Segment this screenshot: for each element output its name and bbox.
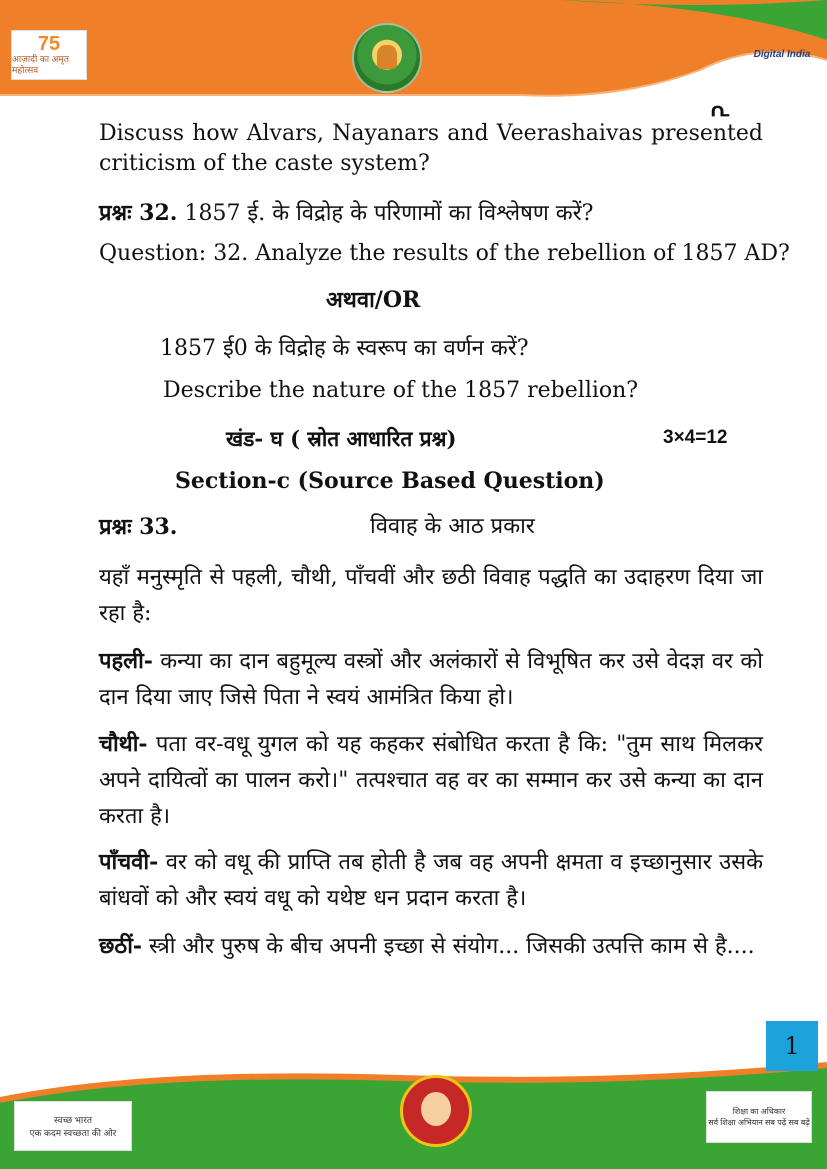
education-seal-icon xyxy=(352,23,422,93)
beti-bachao-logo-icon xyxy=(400,1075,472,1147)
question-33-row xyxy=(99,512,177,543)
question-31-text: Discuss how Alvars, Nayanars and Veerashaivas presented criticism of the caste system? xyxy=(99,121,763,176)
swachh-text: स्वच्छ भारत xyxy=(53,1115,93,1125)
paragraph-fourth-text: पता वर-वधू युगल को यह कहकर संबोधित करता है कि: "तुम साथ मिलकर अपने दायित्वों का पालन करो।" तत्पश्चात वह वर का सम्मान कर उसे कन्या का दान करता है। xyxy=(99,732,763,829)
swachh-bharat-logo xyxy=(14,1101,132,1151)
paragraph-fifth-text: वर को वधू की प्राप्ति तब होती है जब वह अपनी क्षमता व इच्छानुसार उसके बांधवों को और स्वयं वधू को यथेष्ट धन प्रदान करता है। xyxy=(99,850,763,911)
azadi-number: 75 xyxy=(37,33,61,55)
swachh-subtext: एक कदम स्वच्छता की ओर xyxy=(29,1128,117,1138)
paragraph-sixth-label: छठीं- xyxy=(99,933,143,959)
shiksha-subtext: सर्व शिक्षा अभियान सब पढ़ें सब बढ़ें xyxy=(708,1118,810,1127)
alternate-question-hindi: 1857 ई0 के विद्रोह के स्वरूप का वर्णन करें? xyxy=(160,336,529,361)
question-33-title: विवाह के आठ प्रकार xyxy=(370,514,535,539)
or-label: अथवा/OR xyxy=(326,287,421,313)
question-32-english: Question: 32. Analyze the results of the rebellion of 1857 AD? xyxy=(99,241,790,266)
digital-india-text: Digital India xyxy=(753,48,811,60)
paragraph-first xyxy=(99,643,763,716)
azadi-text: आज़ादी का अमृत महोत्सव xyxy=(12,54,69,75)
paragraph-sixth-text: स्त्री और पुरुष के बीच अपनी इच्छा से संयोग... जिसकी उत्पत्ति काम से है.... xyxy=(142,934,755,959)
header-banner xyxy=(0,0,827,100)
shiksha-text: शिक्षा का अधिकार xyxy=(732,1107,786,1116)
paragraph-fifth xyxy=(99,844,763,917)
digital-india-logo xyxy=(737,34,827,74)
question-32-hindi-text: 1857 ई. के विद्रोह के परिणामों का विश्लेषण करें? xyxy=(184,201,594,226)
section-heading-english: Section-c (Source Based Question) xyxy=(175,468,605,494)
paragraph-fifth-label: पाँचवी- xyxy=(99,849,159,875)
corner-mark: ᕆ xyxy=(710,96,731,122)
question-32-label: प्रश्नः 32. xyxy=(99,200,178,226)
paragraph-sixth xyxy=(99,928,763,965)
shiksha-logo xyxy=(706,1091,812,1143)
section-heading-hindi: खंड- घ ( स्रोत आधारित प्रश्न) xyxy=(226,426,457,451)
question-32-hindi xyxy=(99,198,593,229)
alternate-question-english: Describe the nature of the 1857 rebellion? xyxy=(163,378,639,403)
paragraph-fourth-label: चौथी- xyxy=(99,731,148,757)
section-marks: 3×4=12 xyxy=(663,427,728,448)
page-number: 1 xyxy=(766,1021,818,1071)
intro-paragraph: यहाँ मनुस्मृति से पहली, चौथी, पाँचवीं और छठी विवाह पद्धति का उदाहरण दिया जा रहा है: xyxy=(99,565,763,626)
paragraph-fourth xyxy=(99,726,763,835)
paragraph-first-label: पहली- xyxy=(99,648,153,674)
azadi-logo xyxy=(11,30,87,80)
question-33-label: प्रश्नः 33. xyxy=(99,514,178,540)
paragraph-first-text: कन्या का दान बहुमूल्य वस्त्रों और अलंकारों से विभूषित कर उसे वेदज्ञ वर को दान दिया जाए जिसे पिता ने स्वयं आमंत्रित किया हो। xyxy=(99,649,763,710)
